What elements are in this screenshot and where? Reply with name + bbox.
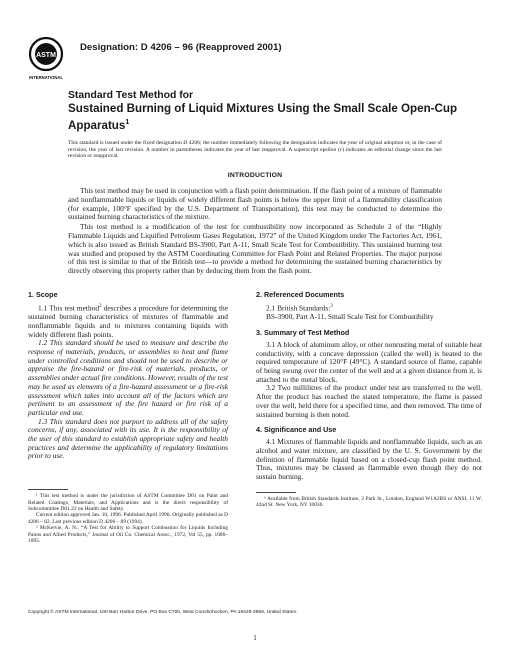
scope-1-3: 1.3 This standard does not purport to address all of the safety concerns, if any, associated with its use. It is the responsibility of the user of this standard to establish appropriate safety and health practices and determine the applicability of regulatory limitations prior to use. [28,416,228,461]
significance-heading: 4. Significance and Use [256,425,337,435]
title-prefix: Standard Test Method for [68,90,194,101]
page-number: 1 [253,634,257,642]
footnote-1: ¹ This test method is under the jurisdiction of ASTM Committee D01 on Paint and Related Coatings, Materials, and Applications and is the direct responsibility of Subcommittee D01.22 on Health and Safety. [28,493,228,512]
significance-4-1: 4.1 Mixtures of flammable liquids and nonflammable liquids, such as an alcohol and water mixture, are classified by the U. S. Government by the definition of flammable liquid based on a closed-cup flash point method. Thus, mixtures may be classed as flammable even though they do not sustain burning. [256,437,482,482]
scope-1-1 [28,303,228,339]
summary-3-2: 3.2 Two millilitres of the product under test are transferred to the well. After the product has reached the stated temperature, the flame is passed over the well, held there for a specified time, and then removed. The time of sustained burning is then noted. [256,383,482,419]
scope-1-2: 1.2 This standard should be used to measure and describe the response of materials, products, or assemblies to heat and flame under controlled conditions and should not be used to describe or appraise the fire-hazard or fire-risk of materials, products, or assemblies under actual fire conditions. However, results of the test may be used as elements of a fire-hazard assessment or a fire-risk assessment which takes into account all of the factors which are pertinent to an assessment of the fire hazard or fire risk of a particular end use. [28,338,228,417]
footnote-1-edition: Current edition approved Jan. 10, 1996. Published April 1996. Originally published as D 4206 – 82. Last previous edition D 4206 – 89 (1994). [28,512,228,525]
referenced-documents-heading: 2. Referenced Documents [256,290,345,299]
introduction-heading: INTRODUCTION [227,172,283,179]
summary-heading: 3. Summary of Test Method [256,327,350,337]
references-bs3900: BS-3900, Part A-11, Small Scale Test for Combustibility [266,312,434,322]
document-title [68,102,468,132]
intro-paragraph-2: This test method is a modification of the test for combustibility now incorporated as Schedule 2 of the “Highly Flammable Liquids and Liquified Petroleum Gases Regulation, 1972” of the United Kingdom under The Factories Act, 1961, which is also issued as British Standard BS-3900, Part A-11, Small Scale Test for Combustibility. This sustained burning test was studied and proposed by the ASTM Coordinating Committee for Flash Point and Related Properties. The major purpose of this test is similar to that of the British test—to provide a method for determining the sustained burning characteristics by directly observing this property rather than by deducing them from the flash point. [68,222,442,276]
title-text: Sustained Burning of Liquid Mixtures Using the Small Scale Open-Cup Apparatus [68,102,458,132]
references-2-1-text: 2.1 British Standards: [266,303,331,313]
svg-text:INTERNATIONAL: INTERNATIONAL [29,75,63,80]
introduction [68,187,442,276]
title-footnote-ref: 1 [125,118,130,126]
svg-text:ASTM: ASTM [36,52,56,59]
footnote-2: ² McKelvie, A. N., “A Test for Ability to Support Combustion for Liquids Including Paints and Allied Products,” Journal of Oil Co. Chemical Assoc., 1972, Vol 55, pp. 1086–1095. [28,525,228,544]
scope-1-1-b: describes a procedure for determining the sustained burning characteristics of mixtures of flammable and nonflammable liquids and to mixtures containing liquids with widely different flash points. [28,303,228,339]
intro-paragraph-1: This test method may be used in conjunction with a flash point determination. If the flash point of a mixture of flammable and nonflammable liquids or liquids of widely different flash points is below the upper limit of a flammability classification (for example, 100°F specified by the U.S. Department of Transportation), this test may be conducted to determine the sustained burning characteristics of the mixture. [68,186,442,222]
left-column [28,290,228,544]
scope-1-1-footnote-ref: 2 [99,304,102,309]
footnote-3: ³ Available from British Standards Institute, 2 Park St., London, England W1A2BS or ANSI, 11 W. 42nd St. New York, NY 10036. [256,495,482,509]
astm-logo [26,36,66,82]
standard-note: This standard is issued under the fixed designation D 4206; the number immediately following the designation indicates the year of original adoption or, in the case of revision, the year of last revision. A number in parentheses indicates the year of last reapproval. A superscript epsilon (ε) indicates an editorial change since the last revision or reapproval. [68,140,442,160]
summary-3-1: 3.1 A block of aluminum alloy, or other nonrusting metal of suitable heat conductivity, with a concave depression (called the well) is heated to the required temperature of 120°F (49°C). A standard source of flame, capable of being swung over the center of the well and at a given distance from it, is attached to the metal block. [256,339,482,384]
references-footnote-ref: 3 [330,304,333,309]
copyright-notice: Copyright © ASTM International, 100 Barr Harbor Drive, PO Box C700, West Conshohocken, PA 19428-2959, United States. [28,610,298,615]
designation: Designation: D 4206 – 96 (Reapproved 2001) [80,42,282,53]
right-column [256,290,482,509]
title-block [68,90,468,132]
scope-1-1-a: 1.1 This test method [38,303,100,313]
scope-heading: 1. Scope [28,290,58,299]
